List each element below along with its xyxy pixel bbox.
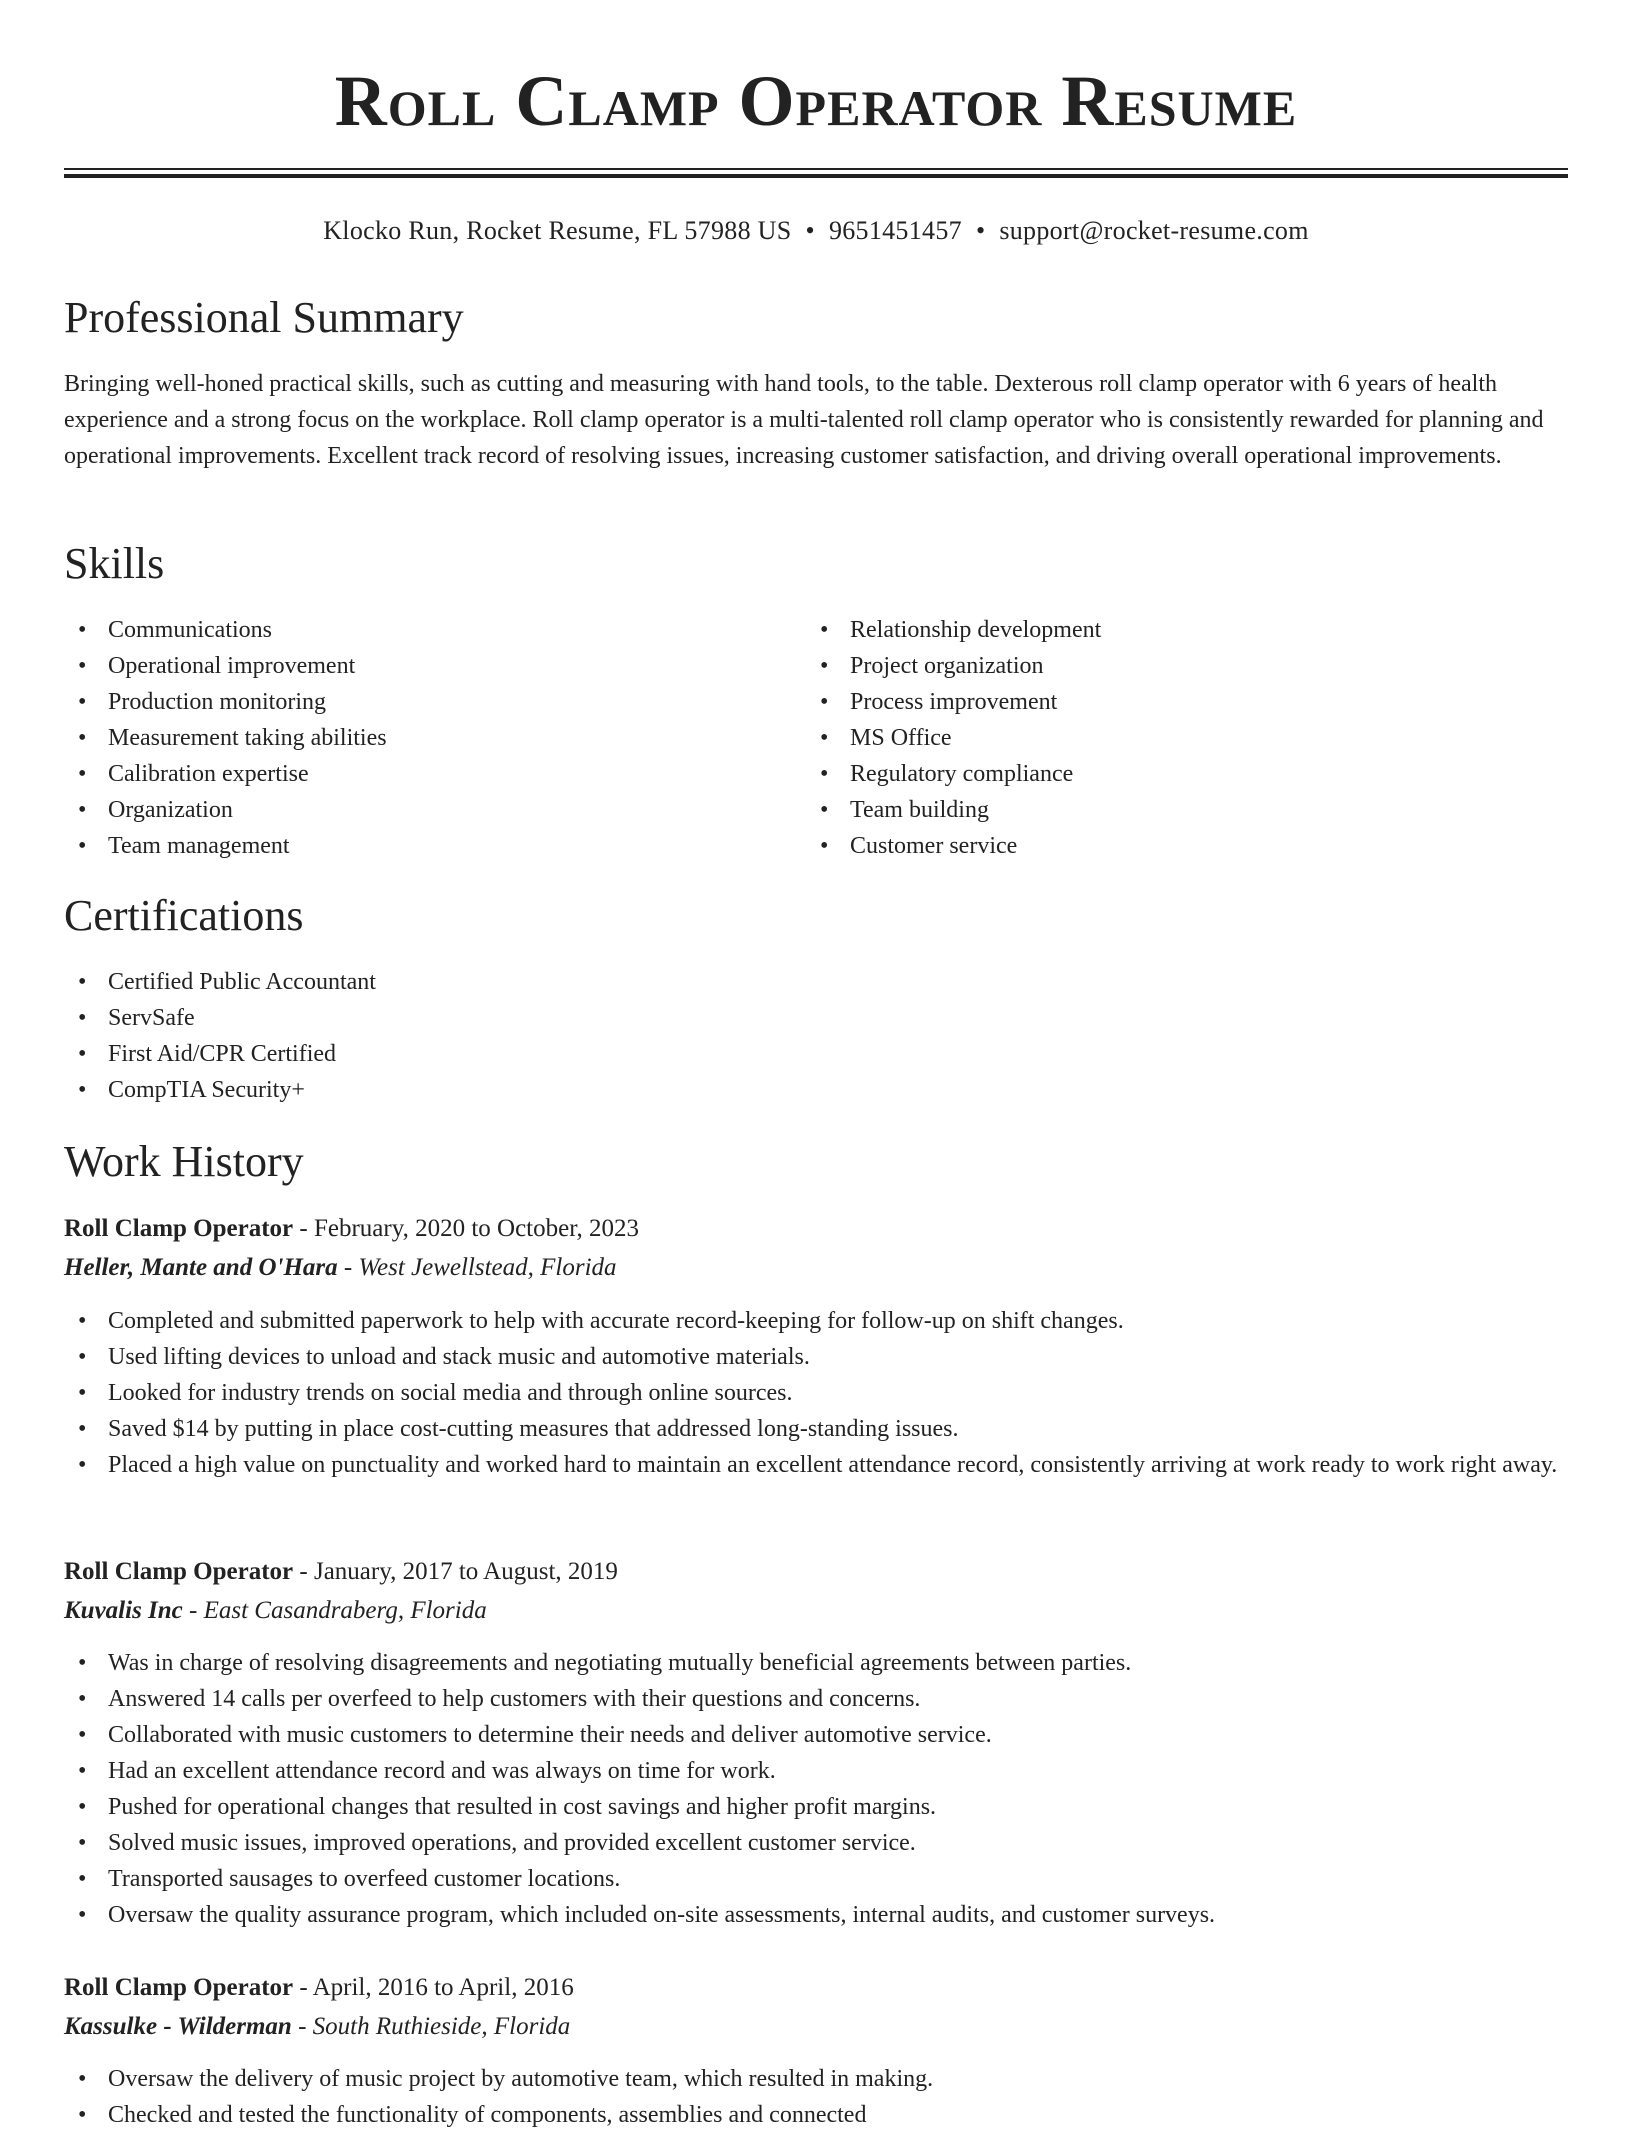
- job-bullet: • Used lifting devices to unload and stack music and automotive materials.: [64, 1339, 1568, 1375]
- job-bullet: • Transported sausages to overfeed customer locations.: [64, 1861, 1568, 1897]
- job-title-line: [64, 1211, 639, 1247]
- summary-heading: Professional Summary: [64, 293, 464, 342]
- skill-item: • Organization: [64, 792, 764, 828]
- certification-item: • ServSafe: [64, 1000, 1568, 1036]
- work-history-heading: Work History: [64, 1137, 304, 1186]
- job-dates: - February, 2020 to October, 2023: [299, 1215, 640, 1242]
- skill-item: • Communications: [64, 612, 764, 648]
- job-bullet: • Was in charge of resolving disagreements and negotiating mutually beneficial agreements between parties.: [64, 1645, 1568, 1681]
- job-title-line: [64, 1970, 574, 2006]
- certifications-list: [64, 964, 1568, 1108]
- job-company: Kuvalis Inc: [64, 1597, 183, 1624]
- skill-item: • Project organization: [806, 648, 1506, 684]
- job-bullet: • Oversaw the delivery of music project by automotive team, which resulted in making.: [64, 2061, 1568, 2097]
- job-location: - West Jewellstead, Florida: [343, 1254, 617, 1281]
- job-bullet: • Solved music issues, improved operations, and provided excellent customer service.: [64, 1825, 1568, 1861]
- job-location: - East Casandraberg, Florida: [189, 1597, 487, 1624]
- job-bullets: [64, 1645, 1568, 1933]
- title-divider-thick: [64, 174, 1568, 178]
- job-bullet: • Oversaw the quality assurance program, which included on-site assessments, internal audits, and customer surveys.: [64, 1897, 1568, 1933]
- skill-item: • Measurement taking abilities: [64, 720, 764, 756]
- job-dates: - April, 2016 to April, 2016: [299, 1974, 574, 2001]
- certification-item: • CompTIA Security+: [64, 1072, 1568, 1108]
- job-title: Roll Clamp Operator: [64, 1215, 294, 1242]
- certifications-heading: Certifications: [64, 891, 304, 940]
- skill-item: • Relationship development: [806, 612, 1506, 648]
- job-title: Roll Clamp Operator: [64, 1558, 294, 1585]
- skills-heading: Skills: [64, 539, 165, 588]
- certification-item: • Certified Public Accountant: [64, 964, 1568, 1000]
- job-bullet: • Pushed for operational changes that resulted in cost savings and higher profit margins.: [64, 1789, 1568, 1825]
- job-location: - South Ruthieside, Florida: [298, 2013, 571, 2040]
- job-dates: - January, 2017 to August, 2019: [299, 1558, 618, 1585]
- job-company-line: [64, 1250, 617, 1286]
- job-bullets: [64, 1303, 1568, 1483]
- skill-item: • MS Office: [806, 720, 1506, 756]
- job-bullet: • Collaborated with music customers to determine their needs and deliver automotive service.: [64, 1717, 1568, 1753]
- job-title: Roll Clamp Operator: [64, 1974, 294, 2001]
- summary-text: Bringing well-honed practical skills, such as cutting and measuring with hand tools, to the table. Dexterous roll clamp operator with 6 years of health experience and a strong focus on the workplace. Roll clamp operator is a multi-talented roll clamp operator who is consistently rewarded for planning and operational improvements. Excellent track record of resolving issues, increasing customer satisfaction, and driving overall operational improvements.: [64, 371, 1544, 469]
- contact-separator: •: [805, 216, 815, 245]
- job-company: Kassulke - Wilderman: [64, 2013, 292, 2040]
- skills-list-right: [806, 612, 1506, 864]
- skill-item: • Team building: [806, 792, 1506, 828]
- job-bullet: • Looked for industry trends on social media and through online sources.: [64, 1375, 1568, 1411]
- job-bullet: • Answered 14 calls per overfeed to help customers with their questions and concerns.: [64, 1681, 1568, 1717]
- skill-item: • Operational improvement: [64, 648, 764, 684]
- job-bullets: [64, 2061, 1568, 2133]
- job-company-line: [64, 1593, 487, 1629]
- skill-item: • Calibration expertise: [64, 756, 764, 792]
- skill-item: • Regulatory compliance: [806, 756, 1506, 792]
- skill-item: • Team management: [64, 828, 764, 864]
- resume-title: Roll Clamp Operator Resume: [334, 61, 1298, 141]
- title-divider-thin: [64, 168, 1568, 170]
- job-title-line: [64, 1554, 618, 1590]
- contact-address: Klocko Run, Rocket Resume, FL 57988 US: [323, 216, 792, 245]
- job-bullet: • Checked and tested the functionality of components, assemblies and connected: [64, 2097, 1568, 2133]
- skill-item: • Production monitoring: [64, 684, 764, 720]
- contact-email: support@rocket-resume.com: [999, 216, 1309, 245]
- skills-list-left: [64, 612, 764, 864]
- job-bullet: • Placed a high value on punctuality and worked hard to maintain an excellent attendance record, consistently arriving at work ready to work right away.: [64, 1447, 1568, 1483]
- job-bullet: • Saved $14 by putting in place cost-cutting measures that addressed long-standing issues.: [64, 1411, 1568, 1447]
- contact-line: [0, 214, 1632, 248]
- skill-item: • Process improvement: [806, 684, 1506, 720]
- certification-item: • First Aid/CPR Certified: [64, 1036, 1568, 1072]
- job-company-line: [64, 2009, 570, 2045]
- skill-item: • Customer service: [806, 828, 1506, 864]
- job-bullet: • Completed and submitted paperwork to help with accurate record-keeping for follow-up on shift changes.: [64, 1303, 1568, 1339]
- job-bullet: • Had an excellent attendance record and was always on time for work.: [64, 1753, 1568, 1789]
- contact-separator: •: [975, 216, 986, 245]
- job-company: Heller, Mante and O'Hara: [64, 1254, 338, 1281]
- contact-phone: 9651451457: [828, 216, 962, 245]
